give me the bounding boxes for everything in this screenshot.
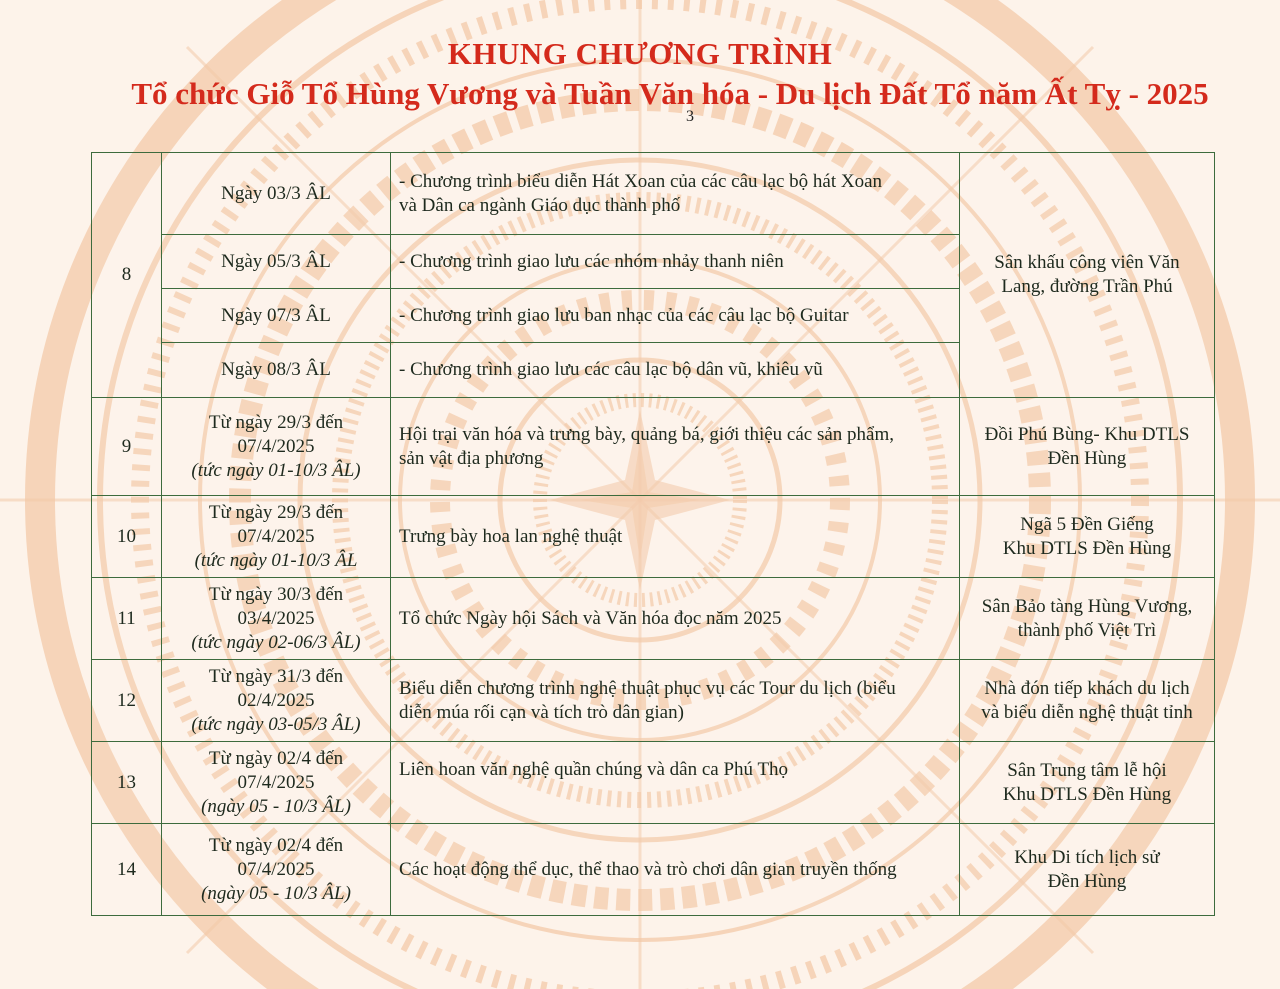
- content-line: - Chương trình giao lưu ban nhạc của các câu lạc bộ Guitar: [399, 304, 849, 326]
- time-line: 02/4/2025: [237, 689, 315, 711]
- place-line: Lang, đường Trần Phú: [1001, 276, 1173, 297]
- place-line: Khu Di tích lịch sử: [1014, 846, 1160, 868]
- place-cell: [960, 496, 1215, 578]
- time-note: (tức ngày 03-05/3 ÂL): [191, 713, 361, 735]
- time-cell: [162, 660, 391, 742]
- time-line: 07/4/2025: [237, 858, 315, 880]
- content-cell: [391, 742, 960, 824]
- content-line: - Chương trình giao lưu các câu lạc bộ dân vũ, khiêu vũ: [399, 359, 823, 380]
- place-cell: [960, 742, 1215, 824]
- place-cell: [960, 153, 1215, 398]
- table-row: [92, 742, 1215, 824]
- page-number: 3: [686, 108, 694, 125]
- place-line: Sân khấu công viên Văn: [994, 252, 1180, 273]
- time-cell: Ngày 07/3 ÂL: [162, 289, 391, 343]
- content-cell: [391, 289, 960, 343]
- content-cell: [391, 153, 960, 235]
- time-note: (tức ngày 01-10/3 ÂL): [191, 459, 361, 481]
- time-cell: Ngày 05/3 ÂL: [162, 235, 391, 289]
- document-title: KHUNG CHƯƠNG TRÌNH: [447, 36, 833, 71]
- table-row: [92, 153, 1215, 235]
- place-line: Sân Bảo tàng Hùng Vương,: [981, 595, 1193, 617]
- document-subtitle: Tổ chức Giỗ Tổ Hùng Vương và Tuần Văn hóa - Du lịch Đất Tổ năm Ất Tỵ - 2025: [131, 76, 1209, 111]
- place-line: thành phố Việt Trì: [1017, 619, 1157, 641]
- time-note: (ngày 05 - 10/3 ÂL): [201, 795, 351, 817]
- content-line: Biểu diễn chương trình nghệ thuật phục vụ các Tour du lịch (biểu: [399, 677, 896, 699]
- program-table: [91, 152, 1215, 916]
- place-cell: [960, 660, 1215, 742]
- row-number: 8: [92, 153, 162, 398]
- row-number: 9: [92, 398, 162, 496]
- time-cell: [162, 496, 391, 578]
- content-line: Các hoạt động thể dục, thể thao và trò chơi dân gian truyền thống: [399, 858, 897, 880]
- place-line: Khu DTLS Đền Hùng: [1002, 783, 1172, 805]
- time-line: 03/4/2025: [237, 607, 315, 629]
- content-line: diễn múa rối cạn và tích trò dân gian): [399, 701, 684, 723]
- content-line: Trưng bày hoa lan nghệ thuật: [399, 525, 623, 547]
- row-number: 12: [92, 660, 162, 742]
- time-line: Từ ngày 30/3 đến: [208, 583, 344, 605]
- time-line: 07/4/2025: [237, 435, 315, 457]
- time-line: 07/4/2025: [237, 525, 315, 547]
- row-number: 11: [92, 578, 162, 660]
- time-cell: [162, 742, 391, 824]
- content-line: Tổ chức Ngày hội Sách và Văn hóa đọc năm 2025: [399, 607, 782, 629]
- place-line: và biểu diễn nghệ thuật tỉnh: [981, 701, 1193, 723]
- time-note: (tức ngày 01-10/3 ÂL: [194, 549, 358, 571]
- table-row: [92, 578, 1215, 660]
- table-row: [92, 496, 1215, 578]
- content-line: sản vật địa phương: [399, 447, 544, 469]
- time-line: 07/4/2025: [237, 771, 315, 793]
- time-cell: [162, 578, 391, 660]
- time-cell: Ngày 08/3 ÂL: [162, 343, 391, 398]
- content-cell: [391, 398, 960, 496]
- content-cell: [391, 578, 960, 660]
- content-cell: [391, 824, 960, 916]
- content-line: Hội trại văn hóa và trưng bày, quảng bá, giới thiệu các sản phẩm,: [399, 423, 895, 445]
- place-line: Khu DTLS Đền Hùng: [1002, 537, 1172, 559]
- place-cell: [960, 578, 1215, 660]
- row-number: 13: [92, 742, 162, 824]
- place-line: Nhà đón tiếp khách du lịch: [984, 677, 1190, 699]
- content-line: và Dân ca ngành Giáo dục thành phố: [399, 194, 681, 216]
- content-cell: [391, 235, 960, 289]
- time-line: Từ ngày 31/3 đến: [208, 665, 344, 687]
- place-cell: [960, 398, 1215, 496]
- place-line: Đồi Phú Bùng- Khu DTLS: [984, 423, 1190, 445]
- time-cell: [162, 824, 391, 916]
- time-cell: [162, 398, 391, 496]
- place-line: Ngã 5 Đền Giếng: [1020, 513, 1154, 535]
- time-line: Từ ngày 02/4 đến: [208, 834, 344, 856]
- place-line: Sân Trung tâm lễ hội: [1007, 759, 1167, 781]
- place-line: Đền Hùng: [1047, 447, 1127, 469]
- time-cell: Ngày 03/3 ÂL: [162, 153, 391, 235]
- table-row: [92, 824, 1215, 916]
- time-line: Từ ngày 29/3 đến: [208, 411, 344, 433]
- content-cell: [391, 343, 960, 398]
- time-line: Từ ngày 29/3 đến: [208, 501, 344, 523]
- time-line: Từ ngày 02/4 đến: [208, 747, 344, 769]
- row-number: 14: [92, 824, 162, 916]
- content-cell: [391, 496, 960, 578]
- time-note: (tức ngày 02-06/3 ÂL): [191, 631, 361, 653]
- time-note: (ngày 05 - 10/3 ÂL): [201, 882, 351, 904]
- table-row: [92, 398, 1215, 496]
- content-line: - Chương trình biểu diễn Hát Xoan của các câu lạc bộ hát Xoan: [399, 170, 883, 192]
- row-number: 10: [92, 496, 162, 578]
- content-line: Liên hoan văn nghệ quần chúng và dân ca Phú Thọ: [399, 759, 789, 780]
- place-line: Đền Hùng: [1047, 870, 1127, 892]
- content-cell: [391, 660, 960, 742]
- place-cell: [960, 824, 1215, 916]
- content-line: - Chương trình giao lưu các nhóm nhảy thanh niên: [399, 250, 784, 272]
- table-row: [92, 660, 1215, 742]
